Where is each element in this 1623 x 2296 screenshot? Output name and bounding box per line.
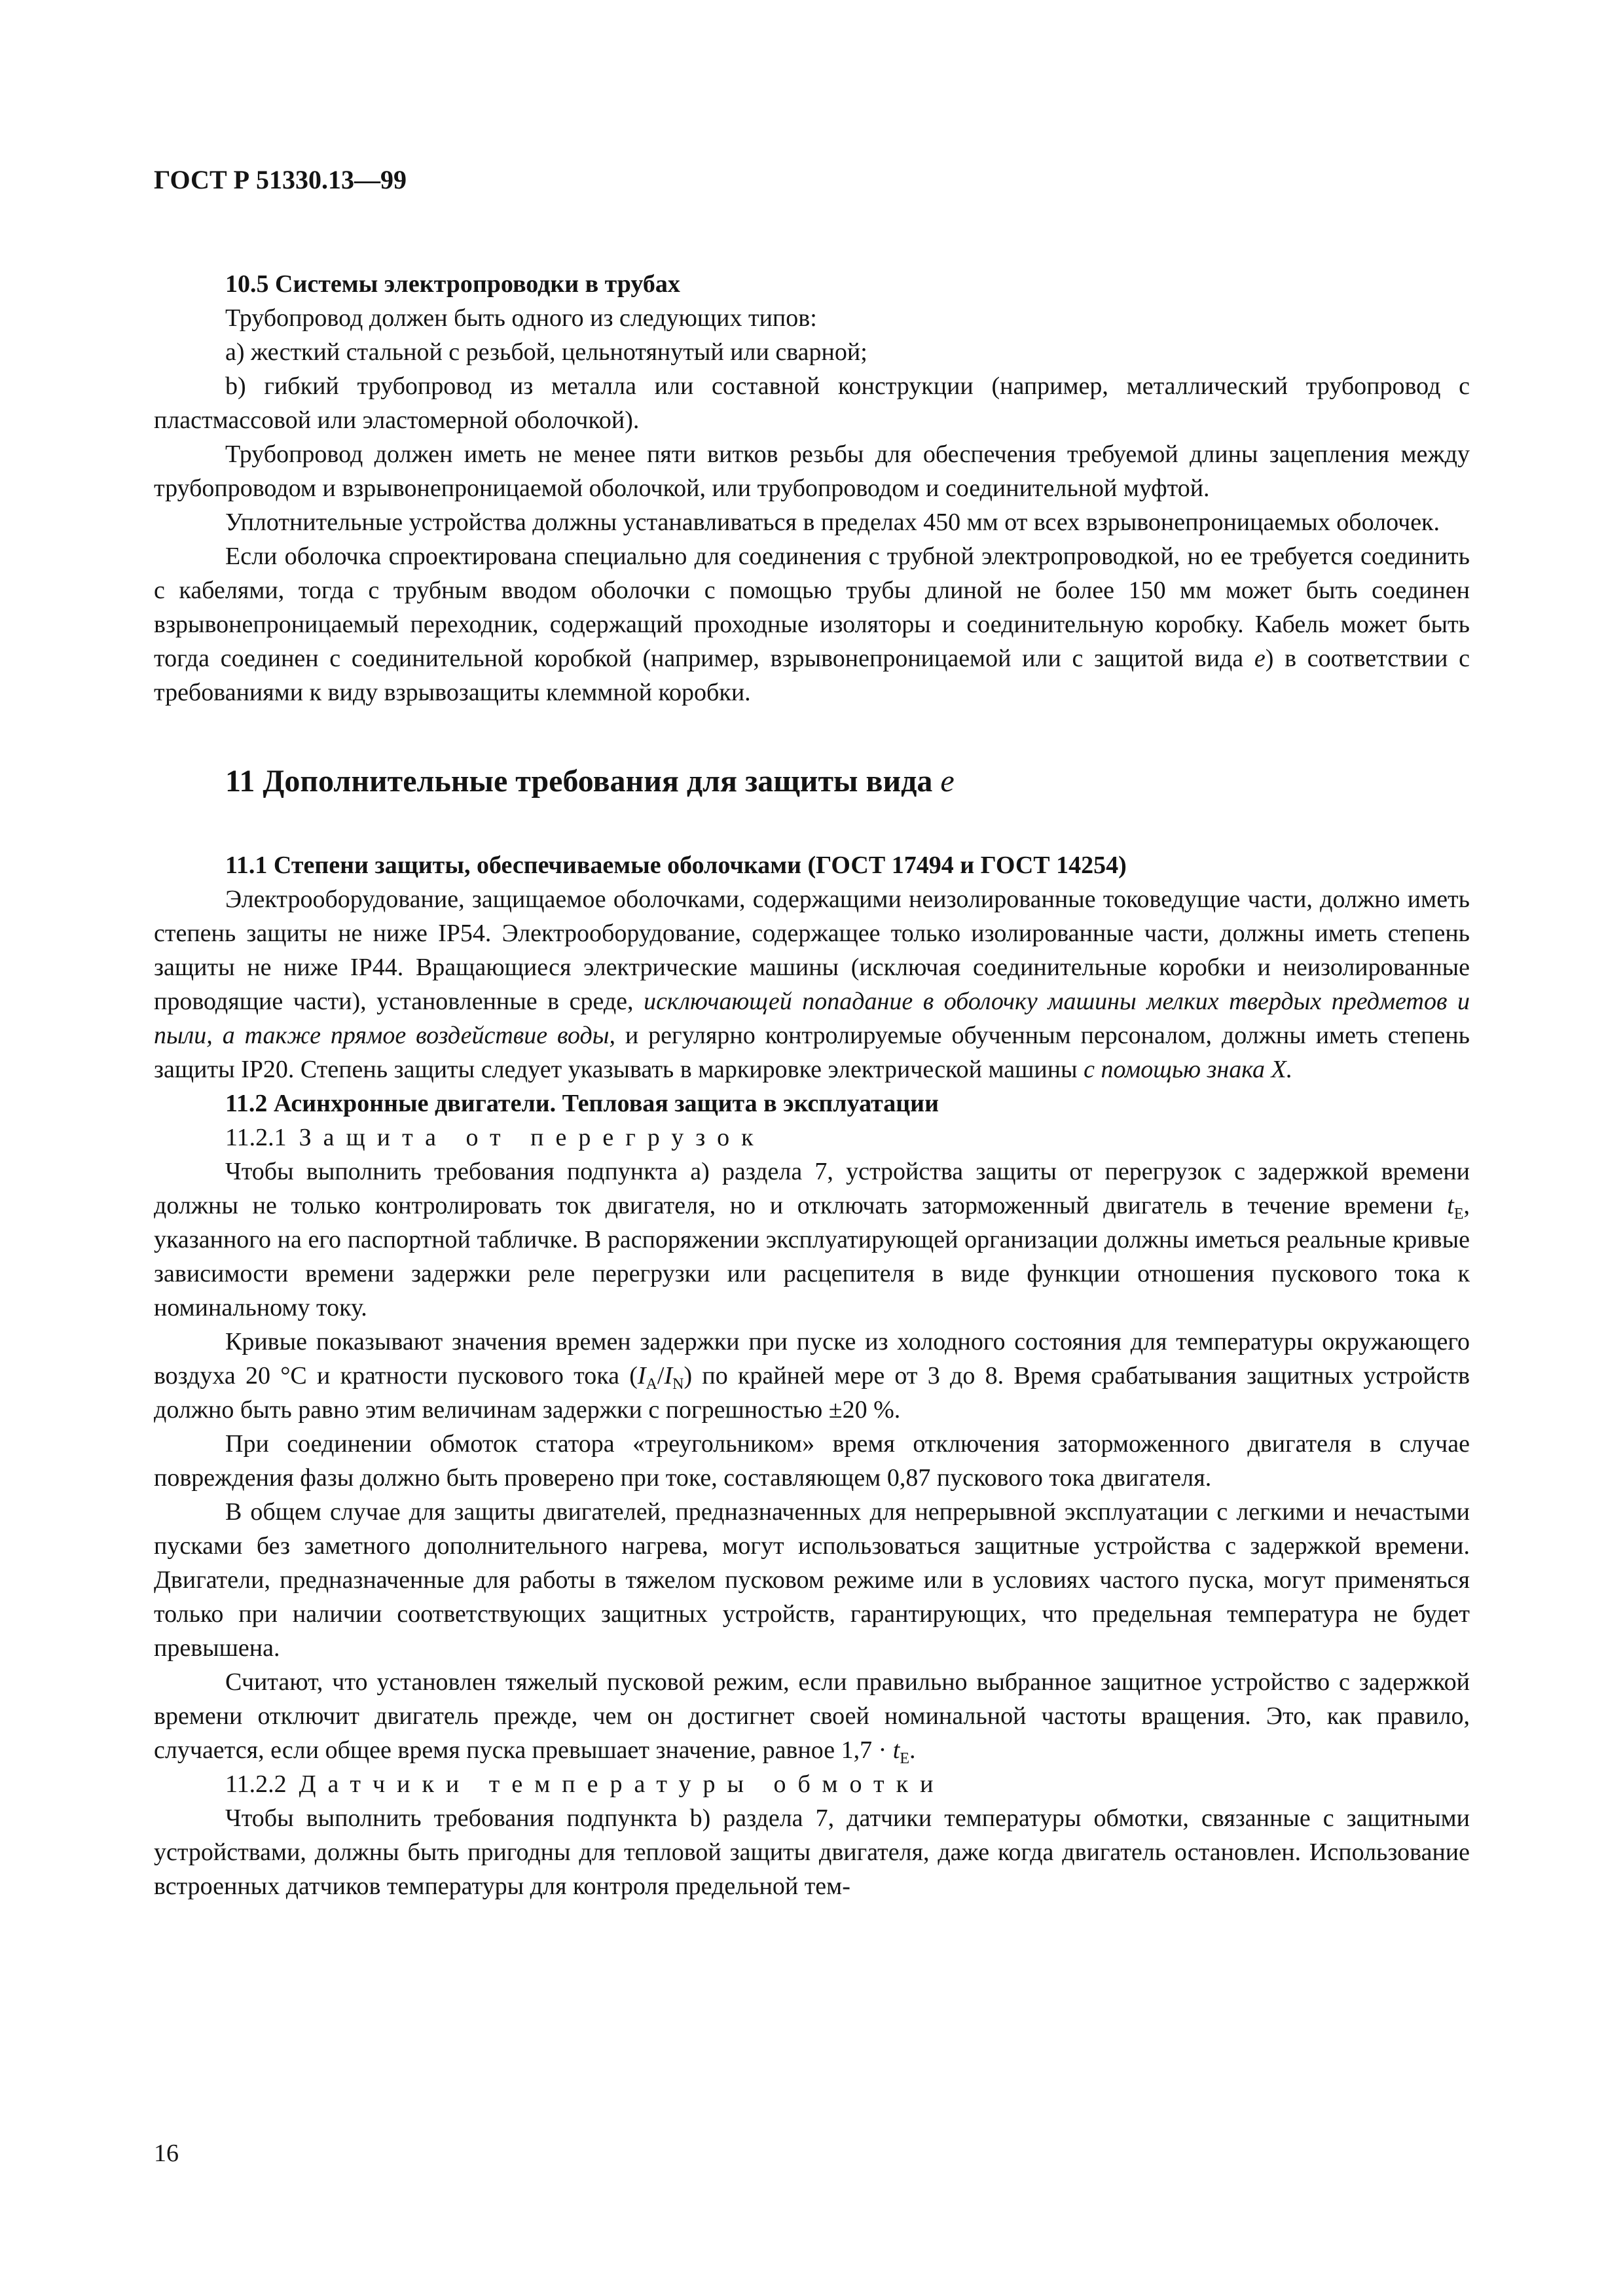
math-symbol: I — [664, 1362, 673, 1390]
subsection-title-10-5: 10.5 Системы электропроводки в трубах — [225, 270, 680, 298]
text-run: Чтобы выполнить требования подпункта а) раздела 7, устройства защиты от перегрузок с задержкой времени должны не только контролировать ток двигателя, но и отключать заторможенный двигатель в течение времени — [154, 1158, 1470, 1219]
math-subscript: N — [672, 1376, 684, 1393]
clause-title-11-2-1 — [154, 1121, 1470, 1155]
paragraph — [154, 539, 1470, 709]
clause-title-11-2-2 — [154, 1767, 1470, 1801]
paragraph: Трубопровод должен быть одного из следующих типов: — [225, 304, 817, 332]
italic-text: исключающей попадание в оболочку машины мелких твердых предметов и пыли, а также прямое воздействие воды, — [154, 988, 1470, 1049]
section-title-11 — [154, 762, 1470, 801]
paragraph — [154, 882, 1470, 1086]
section-title-italic: е — [940, 764, 955, 798]
clause-title: Защита от перегрузок — [299, 1124, 765, 1151]
text-run: Электрооборудование, защищаемое оболочками, содержащими неизолированные токоведущие части, должно иметь степень защиты не ниже IP54. Электрооборудование, содержащее только изолированные части, должны иметь степень защиты не ниже IP44. Вращающиеся электрические машины (исключая соединительные коробки и неизолированные проводящие части), установленные в среде, — [154, 886, 1470, 1015]
clause-number: 11.2.1 — [225, 1124, 287, 1151]
text-run: ) в соответствии с требованиями к виду взрывозащиты клеммной коробки. — [154, 645, 1470, 706]
subsection-title-11-2: 11.2 Асинхронные двигатели. Тепловая защита в эксплуатации — [225, 1090, 939, 1117]
clause-number: 11.2.2 — [225, 1770, 287, 1798]
document-id-header: ГОСТ Р 51330.13—99 — [154, 165, 407, 194]
text-run: Считают, что установлен тяжелый пусковой режим, если правильно выбранное защитное устройство с задержкой времени отключит двигатель прежде, чем он достигнет своей номинальной частоты вращения. Это, как правило, случается, если общее время пуска превышает значение, равное 1,7 · — [154, 1668, 1470, 1764]
paragraph: Кривые показывают значения времен задержки при пуске из холодного состояния для температуры окружающего воздуха 20 °С и кратности пускового тока $(I_A/I_N)$ по крайней мере от 3 до 8. Время срабатывания защитных устройств должно быть равно этим величинам задержки с погрешностью ±20 %. — [154, 1328, 1470, 1424]
paragraph: b) гибкий трубопровод из металла или составной конструкции (например, металлический трубопровод с пластмассовой или эластомерной оболочкой). — [154, 372, 1470, 434]
math-symbol: I — [637, 1362, 646, 1390]
subsection-title-11-1: 11.1 Степени защиты, обеспечиваемые оболочками (ГОСТ 17494 и ГОСТ 14254) — [225, 852, 1127, 879]
clause-title: Датчики температуры обмотки — [299, 1770, 945, 1798]
math-symbol: t — [1447, 1192, 1454, 1219]
paragraph: В общем случае для защиты двигателей, предназначенных для непрерывной эксплуатации с легкими и нечастыми пусками без заметного дополнительного нагрева, могут использоваться защитные устройства с задержкой времени. Двигатели, предназначенные для работы в тяжелом пусковом режиме или в условиях частого пуска, могут применяться только при наличии соответствующих защитных устройств, гарантирующих, что предельная температура не будет превышена. — [154, 1498, 1470, 1662]
math-symbol: t — [892, 1736, 900, 1764]
text-run: , указанного на его паспортной табличке. В распоряжении эксплуатирующей организации должны иметься реальные кривые зависимости времени задержки реле перегрузки или расцепителя в виде функции отношения пускового тока к номинальному току. — [154, 1192, 1470, 1321]
text-run: Если оболочка спроектирована специально для соединения с трубной электропроводкой, но ее требуется соединить с кабелями, тогда с трубным вводом оболочки с помощью трубы длиной не более 150 мм может быть соединен взрывонепроницаемый переходник, содержащий проходные изоляторы и соединительную коробку. Кабель может быть тогда соединен с соединительной коробкой (например, взрывонепроницаемой или с защитой вида — [154, 543, 1470, 672]
paragraph: а) жесткий стальной с резьбой, цельнотянутый или сварной; — [225, 338, 867, 366]
math-subscript: E — [1453, 1206, 1464, 1223]
math-subscript: A — [646, 1376, 657, 1393]
italic-text: е — [1254, 645, 1266, 672]
paragraph: Чтобы выполнить требования подпункта b) раздела 7, датчики температуры обмотки, связанные с защитными устройствами, должны быть пригодны для тепловой защиты двигателя, даже когда двигатель остановлен. Использование встроенных датчиков температуры для контроля предельной тем- — [154, 1804, 1470, 1900]
math-subscript: E — [900, 1750, 910, 1767]
italic-text: с помощью знака Х. — [1084, 1056, 1293, 1083]
paragraph — [154, 1155, 1470, 1325]
text-run: ) по крайней мере от 3 до 8. Время срабатывания защитных устройств должно быть равно этим величинам задержки с погрешностью ±20 %. — [154, 1362, 1470, 1424]
section-title-text: 11 Дополнительные требования для защиты вида — [225, 764, 933, 798]
document-page — [154, 164, 1470, 1903]
text-run: Кривые показывают значения времен задержки при пуске из холодного состояния для температуры окружающего воздуха 20 °С и кратности пускового тока ( — [154, 1328, 1470, 1390]
paragraph: Считают, что установлен тяжелый пусковой режим, если правильно выбранное защитное устройство с задержкой времени отключит двигатель прежде, чем он достигнет своей номинальной частоты вращения. Это, как правило, случается, если общее время пуска превышает значение, равное $1,7 \cdot t_E$. — [154, 1668, 1470, 1767]
paragraph: Трубопровод должен иметь не менее пяти витков резьбы для обеспечения требуемой длины зацепления между трубопроводом и взрывонепроницаемой оболочкой, или трубопроводом и соединительной муфтой. — [154, 440, 1470, 502]
paragraph: При соединении обмоток статора «треугольником» время отключения заторможенного двигателя в случае повреждения фазы должно быть проверено при токе, составляющем 0,87 пускового тока двигателя. — [154, 1430, 1470, 1492]
page-number: 16 — [154, 2140, 179, 2167]
text-run: и регулярно контролируемые обученным персоналом, должны иметь степень защиты IP20. Степень защиты следует указывать в маркировке электрической машины — [154, 1022, 1470, 1083]
paragraph: Уплотнительные устройства должны устанавливаться в пределах 450 мм от всех взрывонепроницаемых оболочек. — [225, 509, 1440, 536]
